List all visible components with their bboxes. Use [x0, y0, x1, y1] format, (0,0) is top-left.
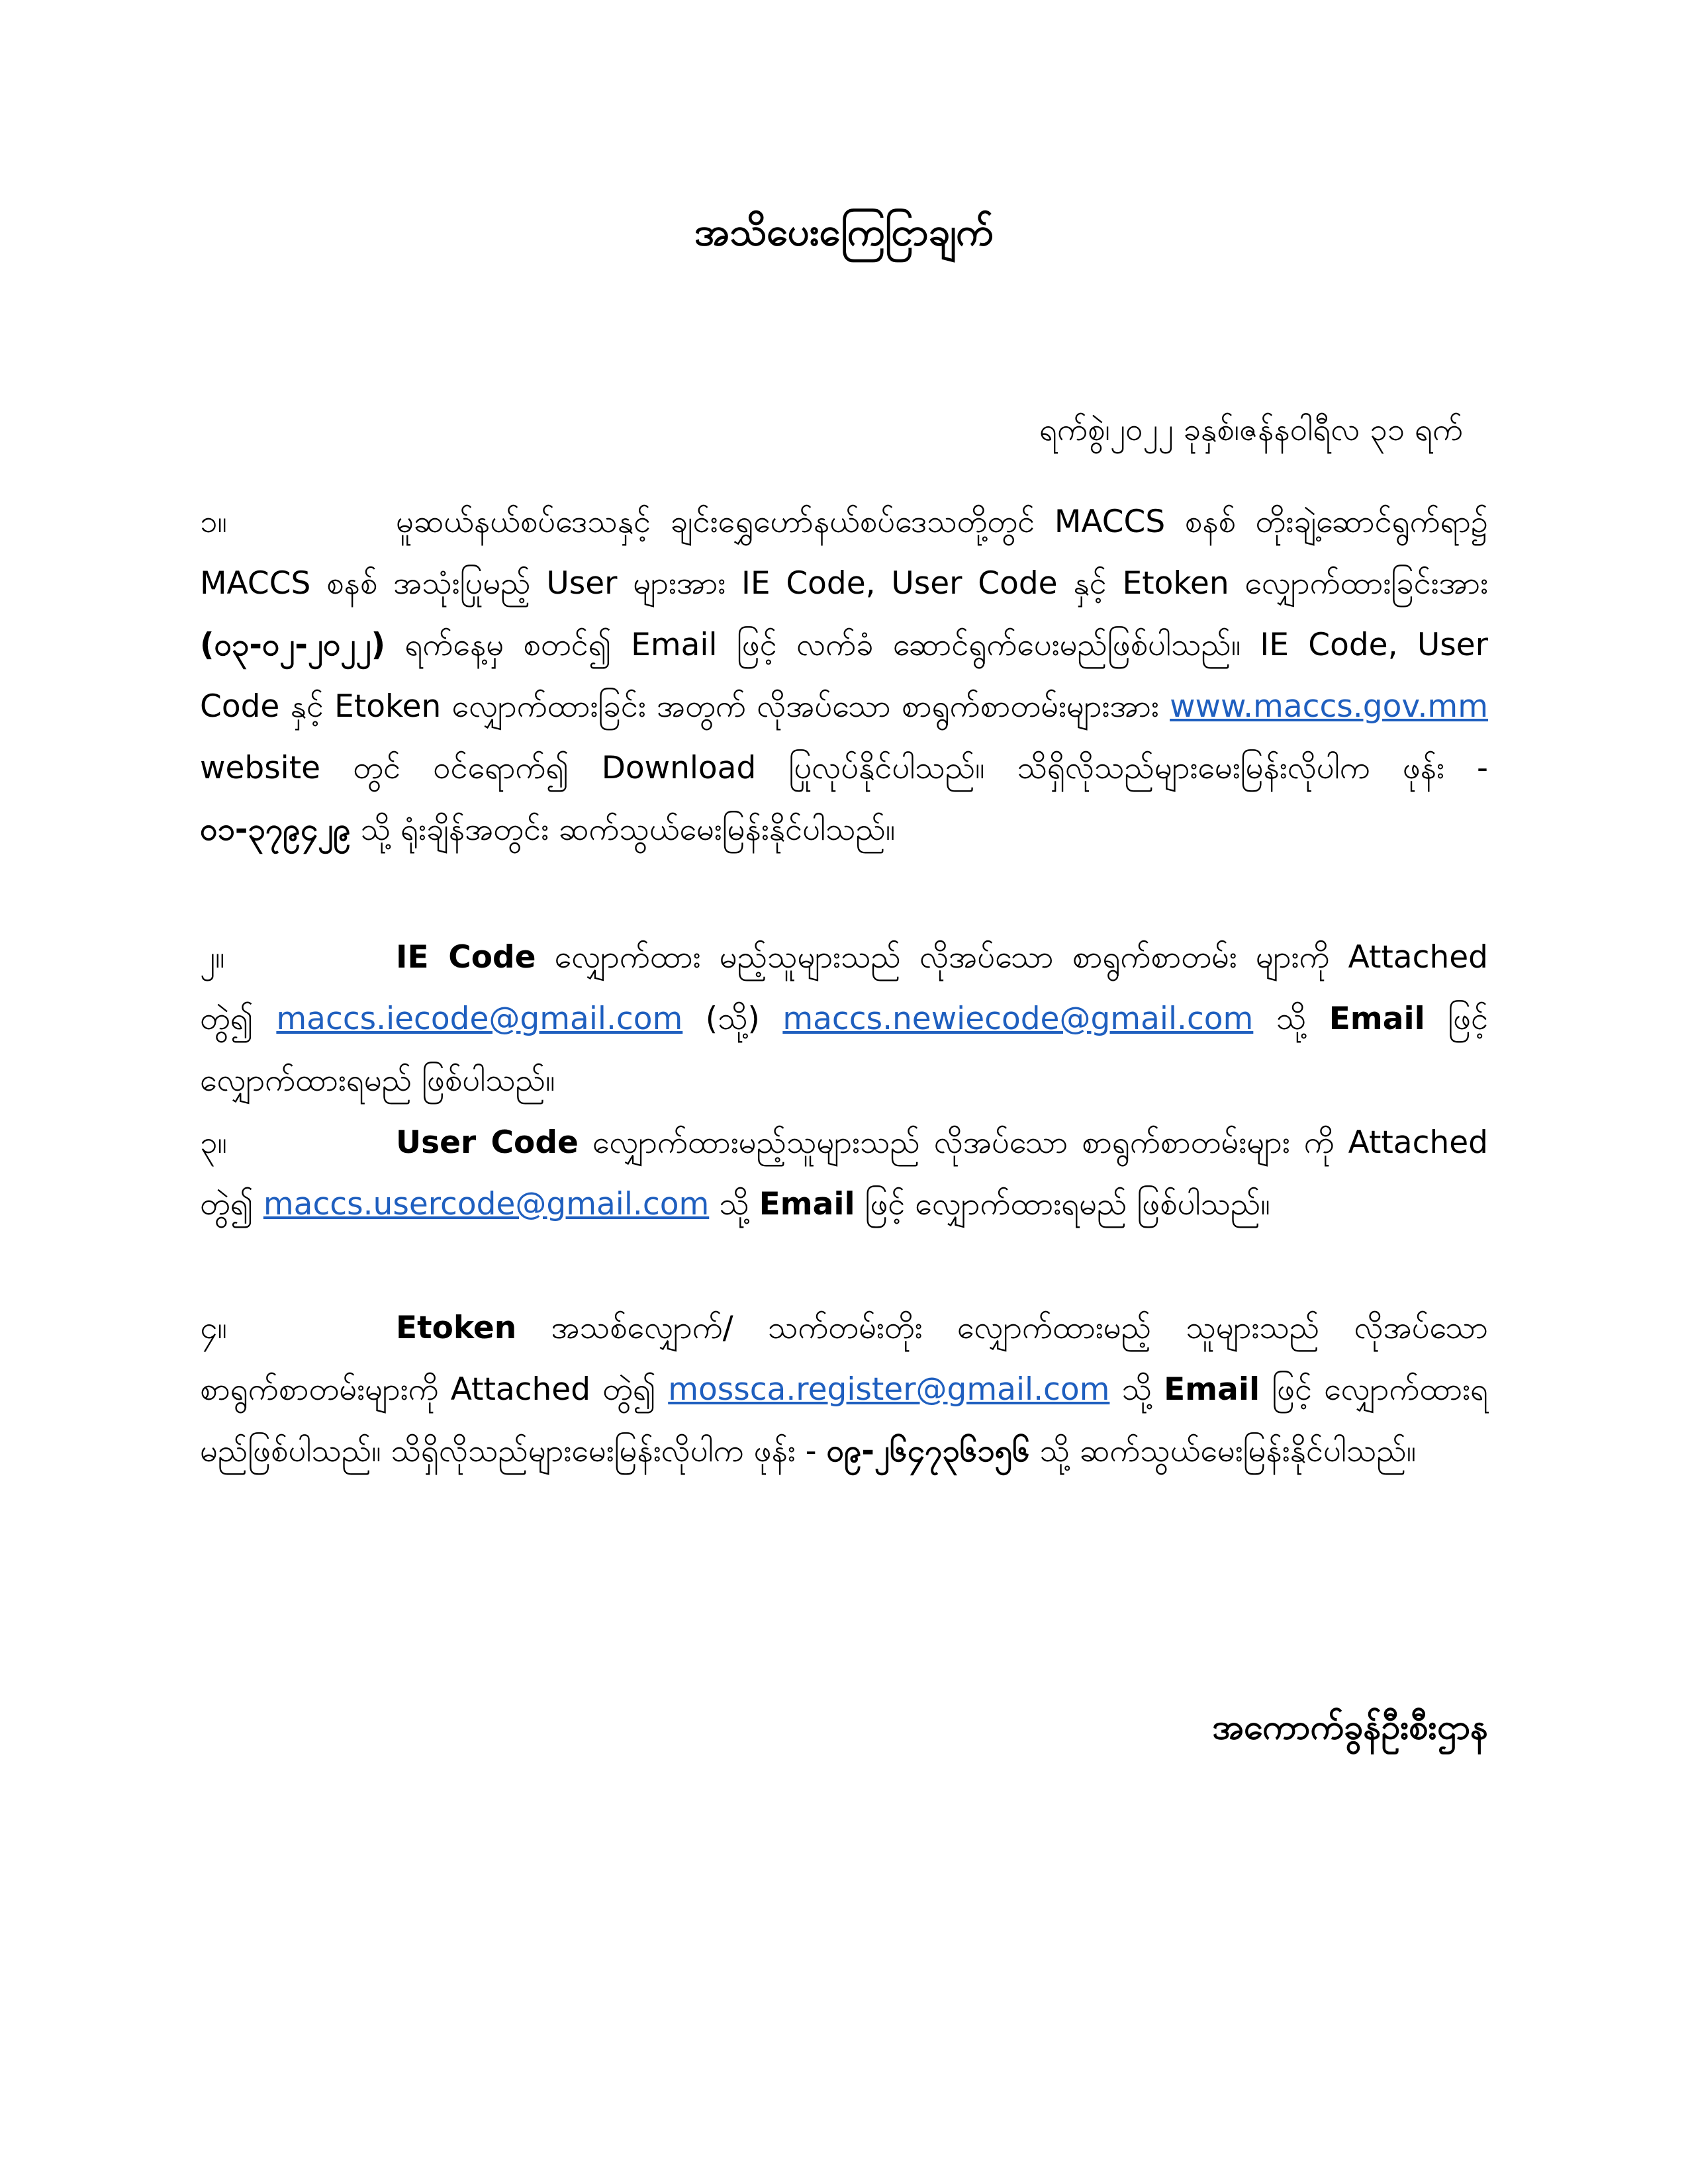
page-title: အသိပေးကြေငြာချက်	[694, 209, 994, 254]
paragraph-number: ၃။	[200, 1124, 227, 1161]
email-link-register[interactable]: mossca.register@gmail.com	[668, 1371, 1110, 1408]
paragraph-number: ၂။	[200, 939, 225, 976]
paragraph-number: ၄။	[200, 1310, 227, 1346]
paragraph-text: လျှောက်ထား မည့်သူများသည် လိုအပ်သော စာရွက်စာတမ်း များကို Attached တွဲ၍	[200, 939, 1488, 1037]
paragraph-text: သို့	[1109, 1371, 1164, 1408]
paragraph-text: ဖြင့် လျှောက်ထားရမည် ဖြစ်ပါသည်။	[855, 1186, 1270, 1222]
section-keyword: IE Code	[396, 939, 536, 976]
email-link-iecode[interactable]: maccs.iecode@gmail.com	[276, 1001, 683, 1037]
paragraph-4	[200, 1297, 1488, 1482]
paragraph-text: မူဆယ်နယ်စပ်ဒေသနှင့် ချင်းရွှေဟော်နယ်စပ်ဒေသတို့တွင် MACCS စနစ် တိုးချဲ့ဆောင်ရွက်ရာ၌ MACCS စနစ် အသုံးပြုမည့် User များအား IE Code, User Code နှင့် Etoken လျှောက်ထားခြင်းအား	[200, 504, 1488, 602]
phone-number: ၀၉-၂၆၄၇၃၆၁၅၆	[826, 1433, 1030, 1469]
paragraph-text: သို့	[1253, 1001, 1329, 1037]
document-date: ရက်စွဲ၊၂၀၂၂ ခုနှစ်၊ဇန်နဝါရီလ ၃၁ ရက်	[1039, 412, 1463, 448]
section-keyword: User Code	[396, 1124, 579, 1161]
email-keyword: Email	[759, 1186, 855, 1222]
paragraph-text: website တွင် ဝင်ရောက်၍ Download ပြုလုပ်နိုင်ပါသည်။ သိရှိလိုသည်များမေးမြန်းလိုပါက ဖုန်း -	[200, 750, 1488, 786]
paragraph-1	[200, 491, 1488, 860]
paragraph-2	[200, 927, 1488, 1111]
paragraph-text: သို့ ရုံးချိန်အတွင်း ဆက်သွယ်မေးမြန်းနိုင်ပါသည်။	[350, 811, 896, 848]
email-keyword: Email	[1164, 1371, 1260, 1408]
section-keyword: Etoken	[396, 1310, 517, 1346]
start-date: (၀၃-၀၂-၂၀၂၂)	[200, 627, 386, 663]
email-link-usercode[interactable]: maccs.usercode@gmail.com	[263, 1186, 710, 1222]
paragraph-number: ၁။	[200, 504, 227, 540]
paragraph-text: သို့ ဆက်သွယ်မေးမြန်းနိုင်ပါသည်။	[1029, 1433, 1417, 1469]
paragraph-text: လျှောက်ထားမည့်သူများသည် လိုအပ်သော စာရွက်စာတမ်းများ ကို Attached တွဲ၍	[200, 1124, 1488, 1222]
paragraph-3	[200, 1112, 1488, 1235]
email-keyword: Email	[1329, 1001, 1425, 1037]
paragraph-text: ဖြင့် လျှောက်ထားရမည်ဖြစ်ပါသည်။ သိရှိလိုသည်များမေးမြန်းလိုပါက ဖုန်း -	[200, 1371, 1488, 1469]
paragraph-text: (သို့)	[682, 1001, 783, 1037]
paragraph-text: သို့	[709, 1186, 759, 1222]
signature: အကောက်ခွန်ဦးစီးဌာန	[1212, 1707, 1488, 1747]
website-link[interactable]: www.maccs.gov.mm	[1170, 688, 1488, 725]
paragraph-text: အသစ်လျှောက်/ သက်တမ်းတိုး လျှောက်ထားမည့် သူများသည် လိုအပ်သော စာရွက်စာတမ်းများကို Attached တွဲ၍	[200, 1310, 1488, 1408]
email-link-newiecode[interactable]: maccs.newiecode@gmail.com	[782, 1001, 1254, 1037]
phone-number: ၀၁-၃၇၉၄၂၉	[200, 811, 351, 848]
paragraph-text: ရက်နေ့မှ စတင်၍ Email ဖြင့် လက်ခံ ဆောင်ရွက်ပေးမည်ဖြစ်ပါသည်။ IE Code, User Code နှင့် Etoken လျှောက်ထားခြင်း အတွက် လိုအပ်သော စာရွက်စာတမ်းများအား	[200, 627, 1488, 725]
paragraph-text: ဖြင့် လျှောက်ထားရမည် ဖြစ်ပါသည်။	[200, 1001, 1489, 1099]
